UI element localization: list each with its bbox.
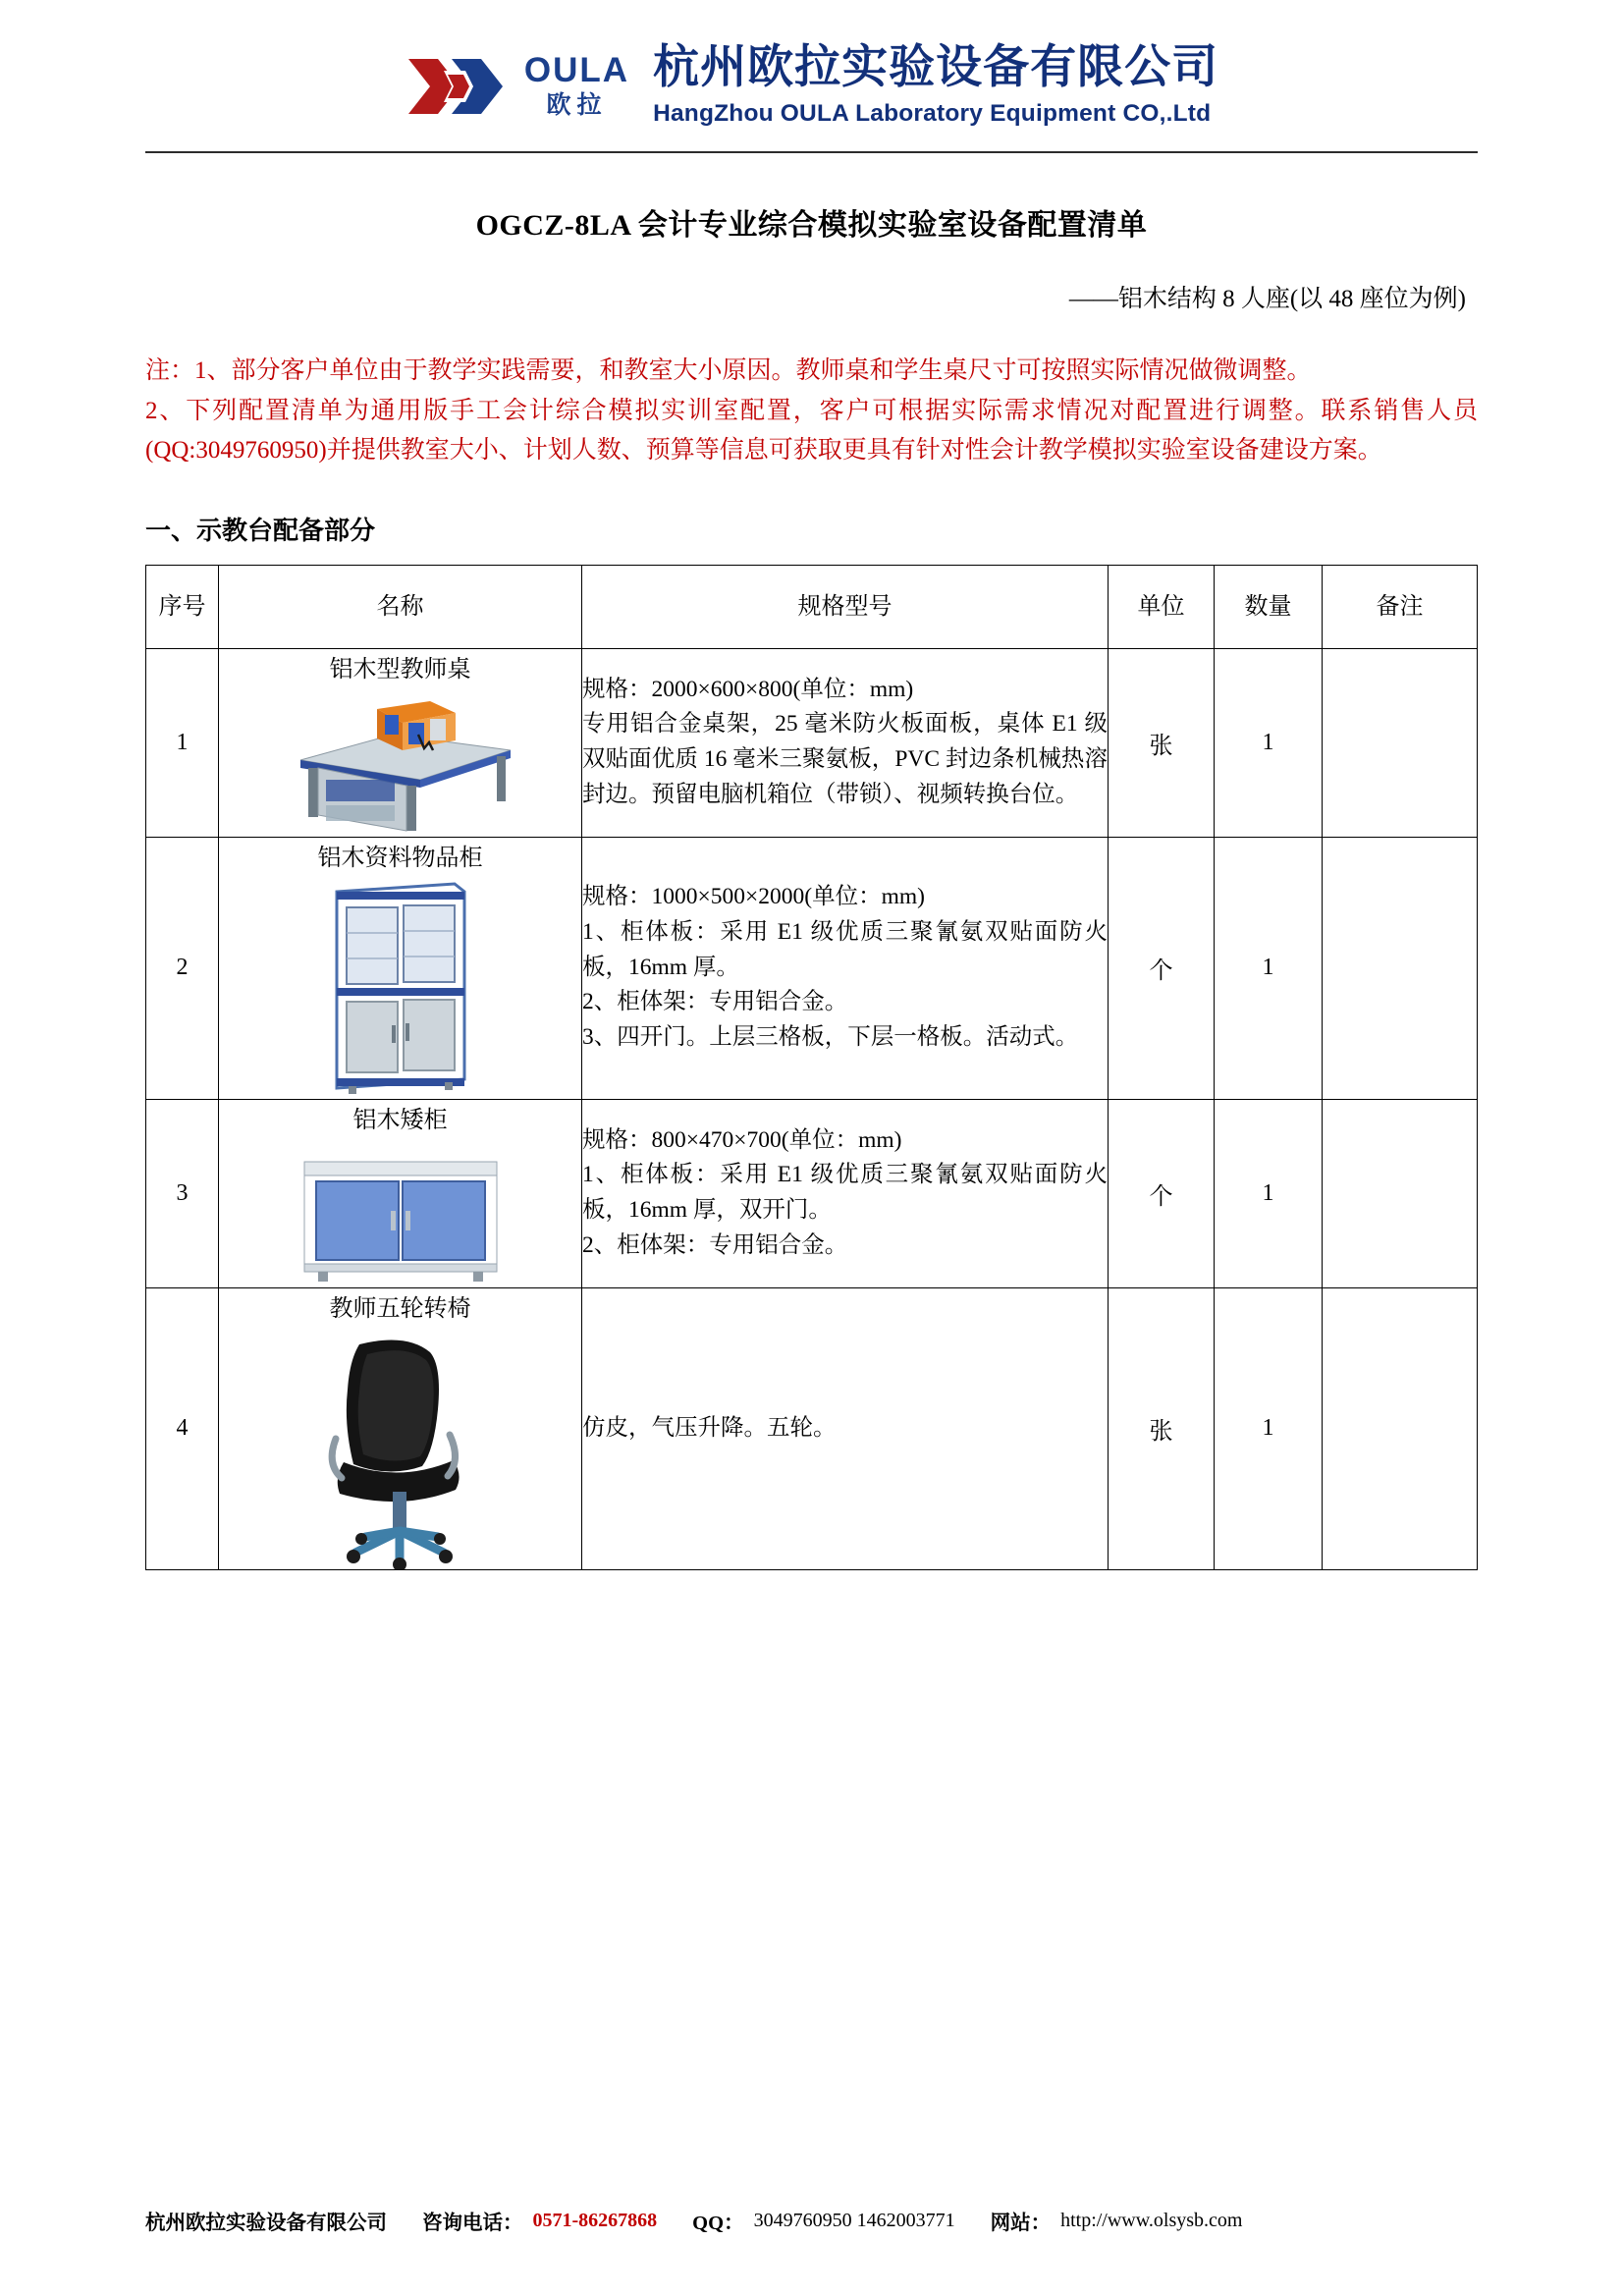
- row-3-name: 铝木矮柜: [352, 1107, 448, 1133]
- row-2-name: 铝木资料物品柜: [317, 845, 483, 871]
- column-header-qty: 数量: [1215, 565, 1323, 648]
- header-divider: [145, 151, 1478, 153]
- section-heading-1: 一、示教台配备部分: [145, 516, 376, 545]
- footer-site-label: 网站：: [990, 2213, 1052, 2234]
- oula-logo-icon: [405, 49, 514, 122]
- row-4-no: 4: [146, 1287, 219, 1569]
- teacher-desk-image: [283, 689, 518, 837]
- row-1-name-cell: [219, 648, 582, 837]
- row-4-unit: 张: [1109, 1287, 1215, 1569]
- row-2-unit: 个: [1109, 837, 1215, 1099]
- column-header-remark: 备注: [1323, 565, 1478, 648]
- row-4-remark: [1323, 1287, 1478, 1569]
- table-row: [146, 1099, 1478, 1287]
- row-4-name: 教师五轮转椅: [329, 1295, 471, 1322]
- table-row: [146, 1287, 1478, 1569]
- row-2-qty: 1: [1215, 837, 1323, 1099]
- row-2-no: 2: [146, 837, 219, 1099]
- footer-company: 杭州欧拉实验设备有限公司: [145, 2213, 387, 2234]
- row-3-remark: [1323, 1099, 1478, 1287]
- table-header-row: [146, 565, 1478, 648]
- company-name-cn: 杭州欧拉实验设备有限公司: [653, 39, 1219, 94]
- note-line-2: 2、下列配置清单为通用版手工会计综合模拟实训室配置，客户可根据实际需求情况对配置进行调整。联系销售人员(QQ:3049760950)并提供教室大小、计划人数、预算等信息可获取更具有针对性会计教学模拟实验室设备建设方案。: [145, 397, 1478, 464]
- page-title: OGCZ-8LA 会计专业综合模拟实验室设备配置清单: [475, 209, 1148, 242]
- company-logo: [405, 49, 629, 122]
- row-3-qty: 1: [1215, 1099, 1323, 1287]
- row-2-spec: 规格：1000×500×2000(单位：mm) 1、柜体板：采用 E1 级优质三聚氰氨双贴面防火板，16mm 厚。 2、柜体架：专用铝合金。 3、四开门。上层三格板，下层一格板。活动式。: [582, 837, 1109, 1099]
- company-name-block: [653, 39, 1219, 129]
- column-header-name: 名称: [219, 565, 582, 648]
- row-1-no: 1: [146, 648, 219, 837]
- page-footer: [145, 2206, 1478, 2235]
- company-name-en: HangZhou OULA Laboratory Equipment CO,.Ltd: [653, 100, 1212, 128]
- note-line-1: 注：1、部分客户单位由于教学实践需要，和教室大小原因。教师桌和学生桌尺寸可按照实际情况做微调整。: [145, 357, 1312, 384]
- row-1-name: 铝木型教师桌: [329, 656, 471, 683]
- notes-block: [145, 352, 1478, 471]
- footer-qq: 3049760950 1462003771: [753, 2209, 955, 2231]
- row-4-qty: 1: [1215, 1287, 1323, 1569]
- row-3-no: 3: [146, 1099, 219, 1287]
- row-2-name-cell: [219, 837, 582, 1099]
- logo-wordmark: [524, 53, 629, 118]
- row-2-remark: [1323, 837, 1478, 1099]
- row-1-spec: 规格：2000×600×800(单位：mm) 专用铝合金桌架，25 毫米防火板面板，桌体 E1 级双贴面优质 16 毫米三聚氨板，PVC 封边条机械热溶封边。预留电脑机箱位（带锁）、视频转换台位。: [582, 648, 1109, 837]
- equipment-table: [145, 565, 1478, 1570]
- page-header: [145, 0, 1478, 143]
- row-4-spec: 仿皮，气压升降。五轮。: [582, 1287, 1109, 1569]
- column-header-spec: 规格型号: [582, 565, 1109, 648]
- row-1-remark: [1323, 648, 1478, 837]
- row-4-name-cell: [219, 1287, 582, 1569]
- office-chair-image: [295, 1329, 506, 1569]
- material-cabinet-image: [307, 878, 494, 1099]
- page-subtitle: ——铝木结构 8 人座(以 48 座位为例): [1068, 286, 1466, 312]
- row-1-unit: 张: [1109, 648, 1215, 837]
- row-3-name-cell: [219, 1099, 582, 1287]
- row-3-unit: 个: [1109, 1099, 1215, 1287]
- footer-phone-label: 咨询电话：: [422, 2213, 523, 2234]
- row-1-qty: 1: [1215, 648, 1323, 837]
- footer-qq-label: QQ：: [692, 2213, 744, 2234]
- column-header-unit: 单位: [1109, 565, 1215, 648]
- table-row: [146, 837, 1478, 1099]
- low-cabinet-image: [283, 1140, 518, 1287]
- row-3-spec: 规格：800×470×700(单位：mm) 1、柜体板：采用 E1 级优质三聚氰氨双贴面防火板，16mm 厚，双开门。 2、柜体架：专用铝合金。: [582, 1099, 1109, 1287]
- footer-site[interactable]: http://www.olsysb.com: [1060, 2209, 1243, 2231]
- logo-oula-text: OULA: [523, 51, 630, 89]
- table-row: [146, 648, 1478, 837]
- logo-chinese-text: 欧拉: [546, 91, 608, 119]
- footer-phone: 0571-86267868: [532, 2209, 658, 2231]
- column-header-no: 序号: [146, 565, 219, 648]
